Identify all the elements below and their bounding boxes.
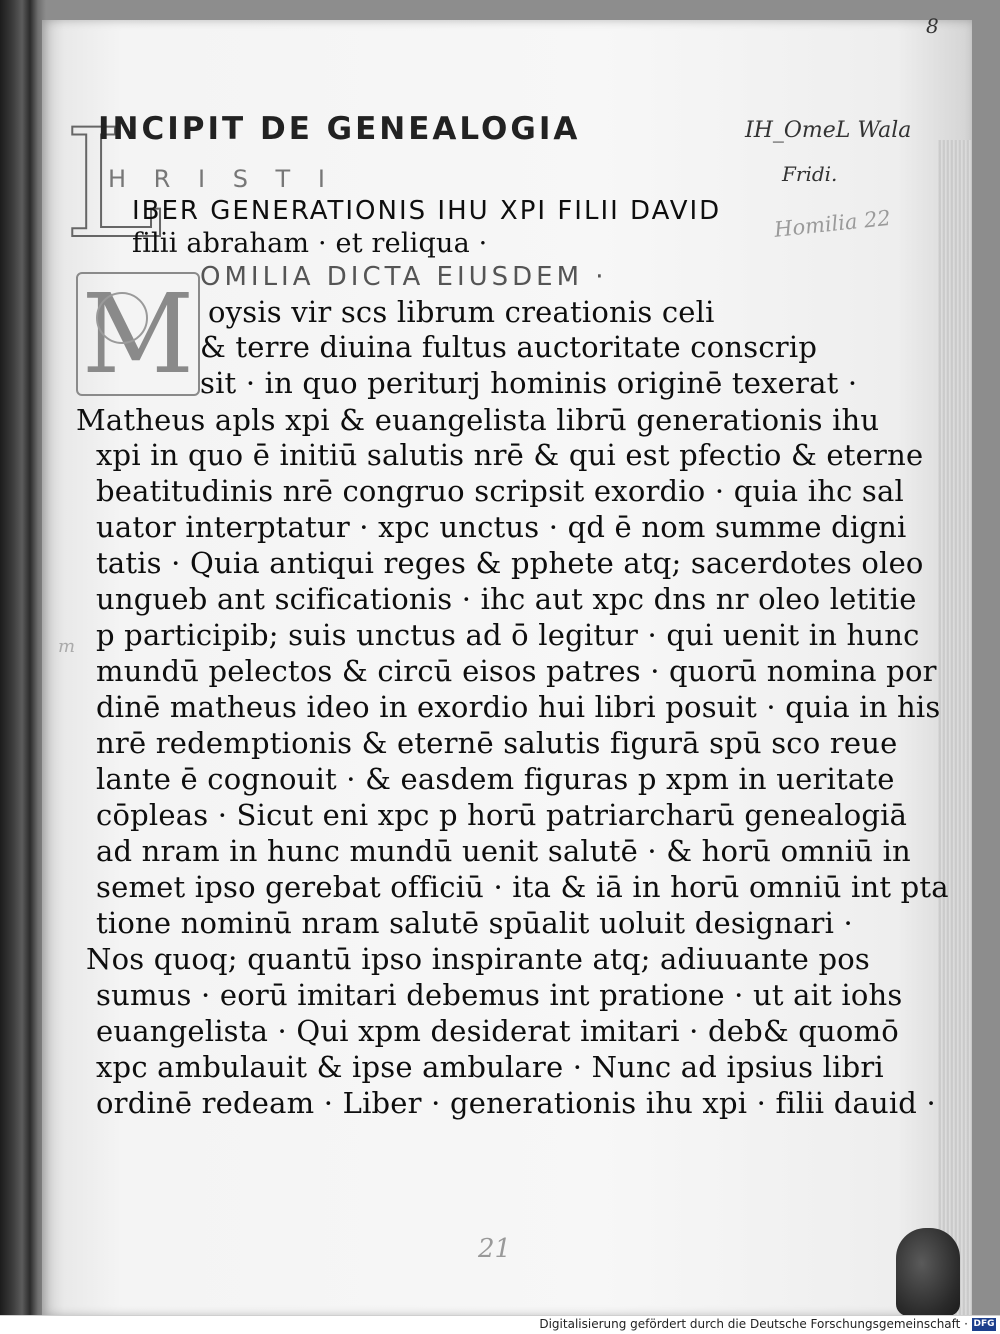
text-line-20: cōpleas · Sicut eni xpc p horū patriarcharū genealogiā	[96, 798, 908, 832]
marginal-note-2: Fridi.	[782, 162, 838, 186]
text-line-17: dinē matheus ideo in exordio hui libri posuit · quia in his	[96, 690, 941, 724]
footer-credit: Digitalisierung gefördert durch die Deutsche Forschungsgemeinschaft ·	[539, 1317, 968, 1331]
text-line-18: nrē redemptionis & eternē salutis figurā spū sco reue	[96, 726, 898, 760]
decorated-initial-l: L	[64, 98, 164, 272]
text-line-4: filii abraham · et reliqua ·	[132, 228, 488, 259]
text-line-23: tione nominū nram salutē spūalit uoluit designari ·	[96, 906, 853, 940]
text-line-10: xpi in quo ē initiū salutis nrē & qui est pfectio & eterne	[96, 438, 924, 472]
text-line-8: sit · in quo periturj hominis originē texerat ·	[200, 366, 858, 400]
text-line-7: & terre diuina fultus auctoritate conscrip	[200, 330, 818, 364]
text-line-24: Nos quoq; quantū ipso inspirante atq; adiuuante pos	[86, 942, 870, 976]
folio-number: 8	[926, 14, 939, 38]
marginal-side-mark: m	[58, 636, 76, 657]
text-line-5: OMILIA DICTA EIUSDEM ·	[200, 262, 608, 292]
text-line-25: sumus · eorū imitari debemus int pratione · ut ait iohs	[96, 978, 903, 1012]
decorated-initial-m	[76, 272, 200, 396]
text-line-1: INCIPIT DE GENEALOGIA	[98, 111, 581, 147]
bottom-pencil-mark: 21	[478, 1234, 512, 1264]
text-line-13: tatis · Quia antiqui reges & pphete atq; sacerdotes oleo	[96, 546, 924, 580]
footer-bar	[0, 1315, 1000, 1334]
text-line-16: mundū pelectos & circū eisos patres · quorū nomina por	[96, 654, 937, 688]
text-line-28: ordinē redeam · Liber · generationis ihu xpi · filii dauid ·	[96, 1086, 936, 1120]
text-line-19: lante ē cognouit · & easdem figuras p xpm in ueritate	[96, 762, 895, 796]
initial-ornament-icon	[96, 292, 148, 344]
text-line-12: uator interptatur · xpc unctus · qd ē nom summe digni	[96, 510, 907, 544]
initial-m-letter: M	[81, 270, 195, 398]
page-fore-edge	[938, 140, 972, 1334]
text-line-14: ungueb ant scificationis · ihc aut xpc dns nr oleo letitie	[96, 582, 917, 616]
text-line-15: p participib; suis unctus ad ō legitur · qui uenit in hunc	[96, 618, 920, 652]
dfg-logo-icon: DFG	[973, 1319, 995, 1329]
text-line-11: beatitudinis nrē congruo scripsit exordio · quia ihc sal	[96, 474, 904, 508]
marginal-note-3: Homilia 22	[773, 205, 892, 242]
text-line-9: Matheus apls xpi & euangelista librū generationis ihu	[76, 403, 880, 437]
text-line-26: euangelista · Qui xpm desiderat imitari · deb& quomō	[96, 1014, 899, 1048]
marginal-note-1: IH_OmeL Wala	[745, 118, 912, 143]
text-line-21: ad nram in hunc mundū uenit salutē · & horū omniū in	[96, 834, 911, 868]
text-line-3: IBER GENERATIONIS IHU XPI FILII DAVID	[132, 196, 722, 226]
text-line-27: xpc ambulauit & ipse ambulare · Nunc ad ipsius libri	[96, 1050, 884, 1084]
holder-thumb	[896, 1228, 960, 1316]
text-line-6: oysis vir scs librum creationis celi	[208, 295, 715, 329]
text-line-2: H R I S T I	[108, 165, 335, 193]
text-line-22: semet ipso gerebat officiū · ita & iā in horū omniū int pta	[96, 870, 949, 904]
